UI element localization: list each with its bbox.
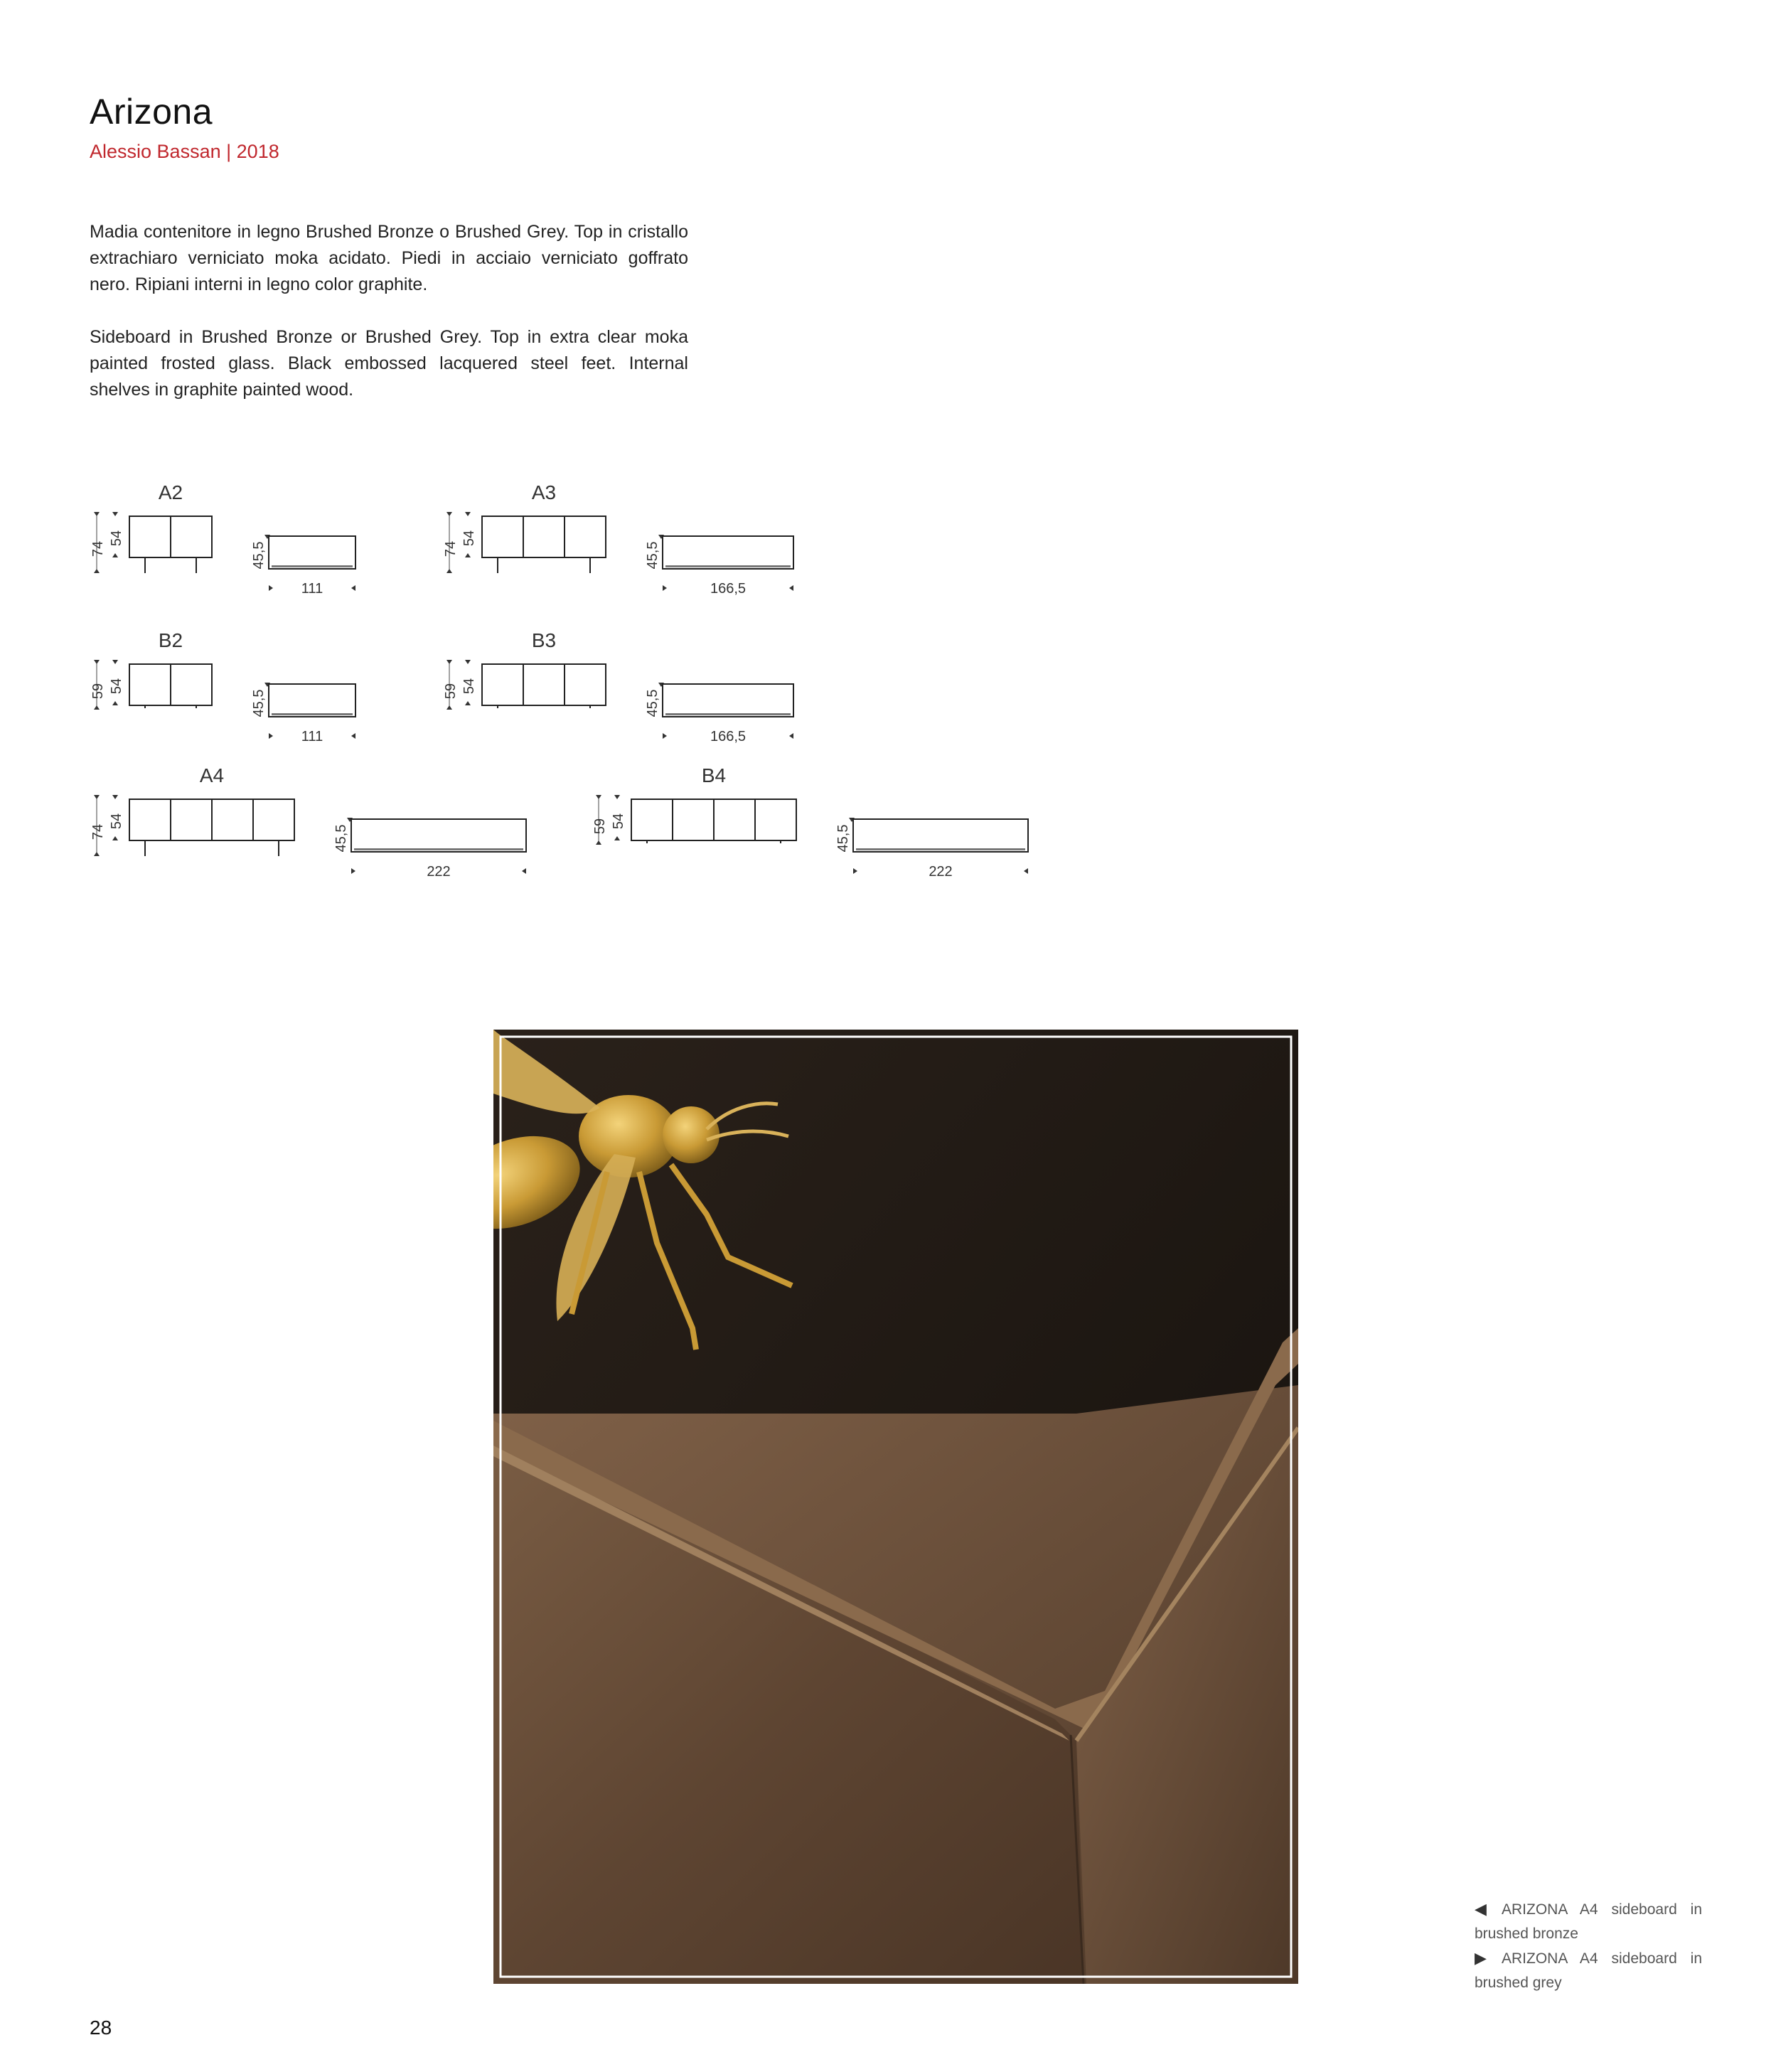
cabinet-door: [714, 799, 755, 840]
cabinet-door: [171, 664, 212, 705]
dim-arrow: [596, 795, 601, 799]
dim-arrow: [94, 512, 100, 516]
plan-edge: [272, 713, 353, 715]
model-code: A3: [531, 481, 557, 503]
dim-arrow: [112, 836, 118, 840]
dim-arrow: [465, 701, 471, 705]
caption-grey: [1475, 1946, 1702, 1995]
dim-arrow: [446, 512, 452, 516]
cabinet-door: [129, 799, 171, 840]
dim-arrow: [351, 733, 355, 739]
cabinet-door: [212, 799, 253, 840]
depth-label: 45,5: [645, 689, 660, 717]
dim-arrow: [351, 585, 355, 591]
dim-arrow: [94, 705, 100, 710]
description-english: Sideboard in Brushed Bronze or Brushed Grey. Top in extra clear moka painted frosted glass. Black embossed lacquered steel feet. Internal shelves in graphite painted wood.: [90, 327, 688, 400]
plan-view: [351, 819, 526, 852]
cabinet-door: [171, 516, 212, 557]
dim-arrow: [465, 553, 471, 557]
credit-separator: |: [226, 141, 232, 162]
width-label: 166,5: [710, 729, 747, 744]
page-title: Arizona: [90, 92, 213, 132]
caption-text: ARIZONA A4 sideboard in brushed grey: [1475, 1950, 1703, 1991]
dim-arrow: [789, 733, 793, 739]
depth-label: 45,5: [251, 689, 267, 717]
plan-view: [269, 536, 355, 569]
cabinet-door: [253, 799, 294, 840]
plan-view: [663, 536, 793, 569]
drawing-B3: [435, 626, 805, 748]
dim-arrow: [94, 569, 100, 573]
body-height-label: 54: [109, 678, 124, 695]
dim-arrow: [269, 585, 273, 591]
caption-text: ARIZONA A4 sideboard in brushed bronze: [1475, 1901, 1703, 1942]
depth-label: 45,5: [835, 824, 851, 853]
dim-arrow: [112, 512, 118, 516]
designer-name: Alessio Bassan: [90, 141, 221, 162]
designer-credit: [90, 141, 279, 163]
dim-arrow: [94, 660, 100, 664]
photo-captions: [1475, 1897, 1702, 1995]
design-year: 2018: [236, 141, 279, 162]
cabinet-door: [171, 799, 212, 840]
cabinet-door: [755, 799, 796, 840]
dim-arrow: [596, 840, 601, 845]
body-height-label: 54: [611, 813, 626, 830]
model-code: A4: [199, 764, 225, 786]
arrow-right-icon: ▶: [1475, 1949, 1496, 1967]
drawing-A4: [82, 761, 545, 883]
body-height-label: 54: [461, 678, 477, 695]
width-label: 222: [929, 864, 953, 880]
plan-edge: [665, 565, 791, 567]
plan-view: [269, 684, 355, 717]
body-height-label: 54: [461, 530, 477, 547]
cabinet-door: [565, 516, 606, 557]
model-code: B3: [531, 629, 557, 651]
dim-arrow: [614, 836, 620, 840]
plan-edge: [856, 848, 1025, 850]
cabinet-door: [129, 664, 171, 705]
dim-arrow: [94, 852, 100, 856]
dim-arrow: [663, 585, 667, 591]
cabinet-door: [673, 799, 714, 840]
product-photo: [493, 1030, 1298, 1984]
cabinet-door: [523, 664, 565, 705]
drawing-B2: [82, 626, 381, 748]
dim-arrow: [853, 868, 857, 874]
plan-edge: [272, 565, 353, 567]
drawing-A3: [435, 478, 805, 600]
dim-arrow: [614, 795, 620, 799]
dim-arrow: [94, 795, 100, 799]
model-code: B2: [158, 629, 183, 651]
dim-arrow: [112, 701, 118, 705]
depth-label: 45,5: [645, 541, 660, 570]
model-code: B4: [701, 764, 727, 786]
cabinet-door: [482, 664, 523, 705]
width-label: 166,5: [710, 581, 747, 597]
model-code: A2: [158, 481, 183, 503]
dim-arrow: [446, 660, 452, 664]
dim-arrow: [112, 553, 118, 557]
body-height-label: 54: [109, 530, 124, 547]
total-height-label: 59: [592, 818, 608, 835]
cabinet-door: [565, 664, 606, 705]
dim-arrow: [465, 660, 471, 664]
drawing-B4: [584, 761, 1047, 883]
dim-arrow: [522, 868, 526, 874]
depth-label: 45,5: [251, 541, 267, 570]
depth-label: 45,5: [333, 824, 349, 853]
dim-arrow: [112, 660, 118, 664]
dim-arrow: [789, 585, 793, 591]
dim-arrow: [269, 733, 273, 739]
plan-view: [853, 819, 1028, 852]
cabinet-door: [129, 516, 171, 557]
dim-arrow: [351, 868, 355, 874]
cabinet-door: [523, 516, 565, 557]
drawing-A2: [82, 478, 381, 600]
dim-arrow: [1024, 868, 1028, 874]
body-height-label: 54: [109, 813, 124, 830]
dim-arrow: [446, 705, 452, 710]
width-label: 222: [427, 864, 451, 880]
total-height-label: 74: [90, 540, 106, 557]
total-height-label: 59: [90, 683, 106, 700]
plan-view: [663, 684, 793, 717]
dim-arrow: [446, 569, 452, 573]
width-label: 111: [301, 581, 323, 597]
cabinet-door: [482, 516, 523, 557]
page-number: 28: [90, 2017, 112, 2039]
total-height-label: 74: [443, 540, 459, 557]
plan-edge: [354, 848, 523, 850]
total-height-label: 59: [443, 683, 459, 700]
total-height-label: 74: [90, 823, 106, 840]
description-italian: Madia contenitore in legno Brushed Bronze o Brushed Grey. Top in cristallo extrachiaro verniciato moka acidato. Piedi in acciaio verniciato goffrato nero. Ripiani interni in legno color graphite.: [90, 222, 688, 294]
width-label: 111: [301, 729, 323, 744]
dim-arrow: [112, 795, 118, 799]
plan-edge: [665, 713, 791, 715]
arrow-left-icon: ◀: [1475, 1900, 1496, 1918]
caption-bronze: [1475, 1897, 1702, 1946]
dim-arrow: [663, 733, 667, 739]
dim-arrow: [465, 512, 471, 516]
cabinet-door: [631, 799, 673, 840]
